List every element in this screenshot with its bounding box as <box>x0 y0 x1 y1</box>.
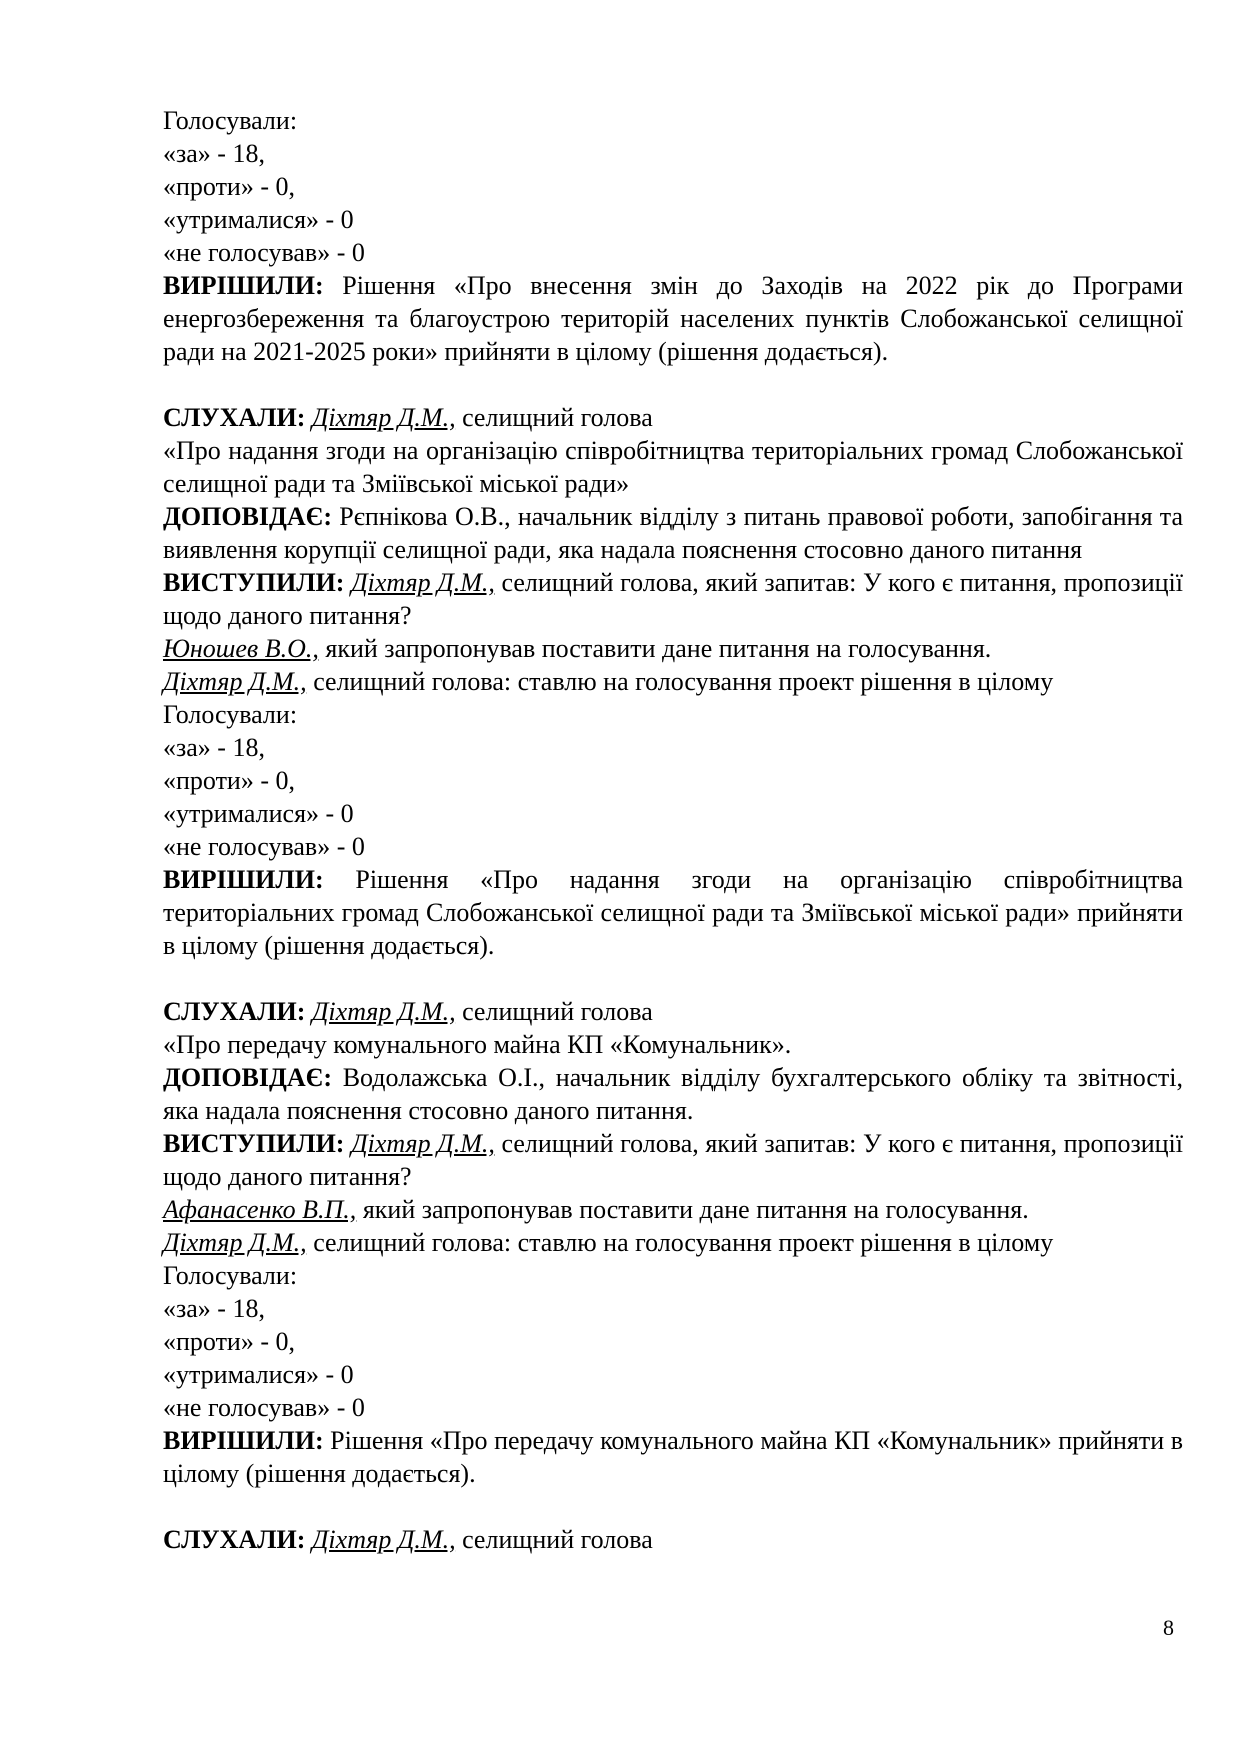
proposer-text: який запропонував поставити дане питання на голосування. <box>356 1195 1029 1224</box>
spoke-text: селищний голова, який запитав: У кого є питання, пропозиції щодо даного питання? <box>163 568 1184 630</box>
chair-line <box>163 665 1183 698</box>
decision-label: ВИРІШИЛИ: <box>163 271 324 300</box>
spoke-speaker: Діхтяр Д.М., <box>351 1129 495 1158</box>
reports-text: Рєпнікова О.В., начальник відділу з питань правової роботи, запобігання та виявлення корупції селищної ради, яка надала пояснення стосовно даного питання <box>163 502 1183 564</box>
spoke-speaker: Діхтяр Д.М., <box>351 568 495 597</box>
decision-label: ВИРІШИЛИ: <box>163 865 324 894</box>
vote-heading: Голосували: <box>163 700 298 729</box>
decision-text: Рішення «Про внесення змін до Заходів на 2022 рік до Програми енергозбереження та благоустрою територій населених пунктів Слобожанської селищної ради на 2021-2025 роки» прийняти в цілому (рішення додається). <box>163 271 1183 366</box>
heard-label: СЛУХАЛИ: <box>163 1525 306 1554</box>
page-number: 8 <box>1163 1615 1174 1640</box>
vote-heading: Голосували: <box>163 1261 298 1290</box>
heard-role: селищний голова <box>455 403 653 432</box>
heard-line <box>163 401 1183 434</box>
heard-speaker: Діхтяр Д.М., <box>311 403 456 432</box>
decision-text: Рішення «Про передачу комунального майна КП «Комунальник» прийняти в цілому (рішення додається). <box>163 1426 1183 1488</box>
decision-paragraph <box>163 1424 1183 1490</box>
chair-name: Діхтяр Д.М., <box>163 667 307 696</box>
vote-not-voted: «не голосував» - 0 <box>163 1393 365 1422</box>
vote-abstained: «утрималися» - 0 <box>163 205 354 234</box>
vote-abstained: «утрималися» - 0 <box>163 799 354 828</box>
heard-role: селищний голова <box>455 1525 653 1554</box>
chair-text: селищний голова: ставлю на голосування проект рішення в цілому <box>306 667 1054 696</box>
spoke-paragraph <box>163 566 1183 632</box>
reports-label: ДОПОВІДАЄ: <box>163 1063 332 1092</box>
paragraph-gap <box>163 1490 1183 1523</box>
decision-label: ВИРІШИЛИ: <box>163 1426 324 1455</box>
vote-for: «за» - 18, <box>163 733 265 762</box>
heard-line <box>163 995 1183 1028</box>
heard-speaker: Діхтяр Д.М., <box>311 997 456 1026</box>
spoke-label: ВИСТУПИЛИ: <box>163 568 345 597</box>
decision-paragraph <box>163 863 1183 962</box>
reports-label: ДОПОВІДАЄ: <box>163 502 332 531</box>
vote-against: «проти» - 0, <box>163 172 296 201</box>
proposer-name: Афанасенко В.П., <box>163 1195 357 1224</box>
vote-for: «за» - 18, <box>163 139 265 168</box>
proposer-name: Юношев В.О., <box>163 634 319 663</box>
document-body <box>163 104 1183 1556</box>
vote-heading: Голосували: <box>163 106 298 135</box>
heard-speaker: Діхтяр Д.М., <box>311 1525 456 1554</box>
vote-against: «проти» - 0, <box>163 766 296 795</box>
decision-paragraph <box>163 269 1183 368</box>
reports-text: Водолажська О.І., начальник відділу бухгалтерського обліку та звітності, яка надала пояснення стосовно даного питання. <box>163 1063 1183 1125</box>
vote-not-voted: «не голосував» - 0 <box>163 832 365 861</box>
spoke-label: ВИСТУПИЛИ: <box>163 1129 345 1158</box>
heard-role: селищний голова <box>455 997 653 1026</box>
heard-line <box>163 1523 1183 1556</box>
paragraph-gap <box>163 962 1183 995</box>
chair-line <box>163 1226 1183 1259</box>
reports-paragraph <box>163 500 1183 566</box>
chair-name: Діхтяр Д.М., <box>163 1228 307 1257</box>
heard-label: СЛУХАЛИ: <box>163 403 306 432</box>
agenda-item-title: «Про передачу комунального майна КП «Комунальник». <box>163 1030 792 1059</box>
proposer-line <box>163 1193 1183 1226</box>
proposer-text: який запропонував поставити дане питання на голосування. <box>318 634 992 663</box>
vote-abstained: «утрималися» - 0 <box>163 1360 354 1389</box>
heard-label: СЛУХАЛИ: <box>163 997 306 1026</box>
spoke-paragraph <box>163 1127 1183 1193</box>
proposer-line <box>163 632 1183 665</box>
vote-against: «проти» - 0, <box>163 1327 296 1356</box>
agenda-item-title: «Про надання згоди на організацію співробітництва територіальних громад Слобожанської селищної ради та Зміївської міської ради» <box>163 436 1183 498</box>
chair-text: селищний голова: ставлю на голосування проект рішення в цілому <box>306 1228 1054 1257</box>
spoke-text: селищний голова, який запитав: У кого є питання, пропозиції щодо даного питання? <box>163 1129 1184 1191</box>
reports-paragraph <box>163 1061 1183 1127</box>
paragraph-gap <box>163 368 1183 401</box>
decision-text: Рішення «Про надання згоди на організацію співробітництва територіальних громад Слобожанської селищної ради та Зміївської міської ради» прийняти в цілому (рішення додається). <box>163 865 1183 960</box>
vote-not-voted: «не голосував» - 0 <box>163 238 365 267</box>
vote-for: «за» - 18, <box>163 1294 265 1323</box>
